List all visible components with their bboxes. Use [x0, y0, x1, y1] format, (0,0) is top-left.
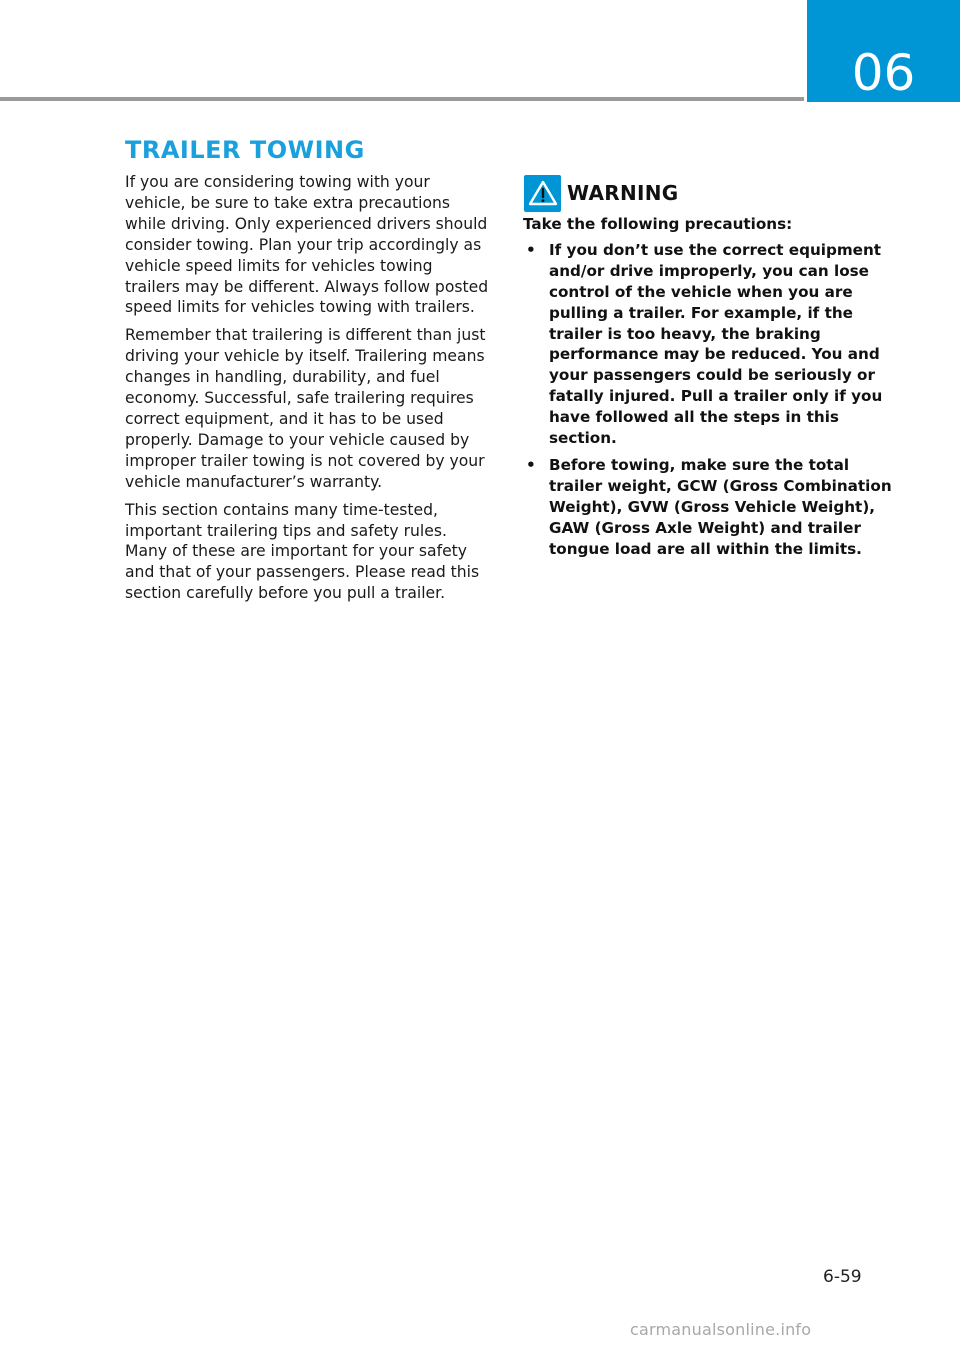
chapter-number: 06: [851, 44, 916, 102]
list-item: [523, 240, 893, 449]
body-paragraph: Remember that trailering is different than just driving your vehicle by itself. Trailering means changes in handling, durability, and fuel economy. Successful, safe trailering requires correct equipment, and it has to be used properly. Damage to your vehicle caused by improper trailer towing is not covered by your vehicle manufacturer’s warranty.: [125, 326, 486, 491]
chapter-tab: [807, 0, 960, 102]
watermark: carmanualsonline.info: [630, 1320, 812, 1339]
section-title: TRAILER TOWING: [125, 136, 365, 164]
body-paragraph: If you are considering towing with your vehicle, be sure to take extra precautions while driving. Only experienced drivers should consider towing. Plan your trip accordingly as vehicle speed limits for vehicles towing trailers may be different. Always follow posted speed limits for vehicles towing with trailers.: [125, 173, 489, 317]
body-column: [125, 172, 490, 611]
warning-list: [523, 240, 893, 560]
warning-box: [523, 172, 893, 566]
bullet: •: [526, 240, 536, 259]
warning-item-text: If you don’t use the correct equipment and/or drive improperly, you can lose control of the vehicle when you are pulling a trailer. For example, if the trailer is too heavy, the braking performance may be reduced. You and your passengers could be seriously or fatally injured. Pull a trailer only if you have followed all the steps in this section.: [549, 240, 883, 448]
page-number: 6-59: [823, 1267, 862, 1287]
warning-intro: Take the following precautions:: [523, 215, 793, 233]
header-divider: [0, 97, 804, 101]
warning-item-text: Before towing, make sure the total trailer weight, GCW (Gross Combination Weight), GVW (Gross Vehicle Weight), GAW (Gross Axle Weight) and trailer tongue load are all within the limits.: [549, 455, 892, 558]
bullet: •: [526, 455, 536, 474]
warning-header: [523, 172, 893, 214]
warning-title: WARNING: [567, 181, 679, 205]
body-paragraph: This section contains many time-tested, important trailering tips and safety rules. Many of these are important for your safety and that of your passengers. Please read this section carefully before you pull a trailer.: [125, 500, 480, 603]
list-item: [523, 455, 893, 560]
warning-triangle-icon: [524, 175, 561, 212]
